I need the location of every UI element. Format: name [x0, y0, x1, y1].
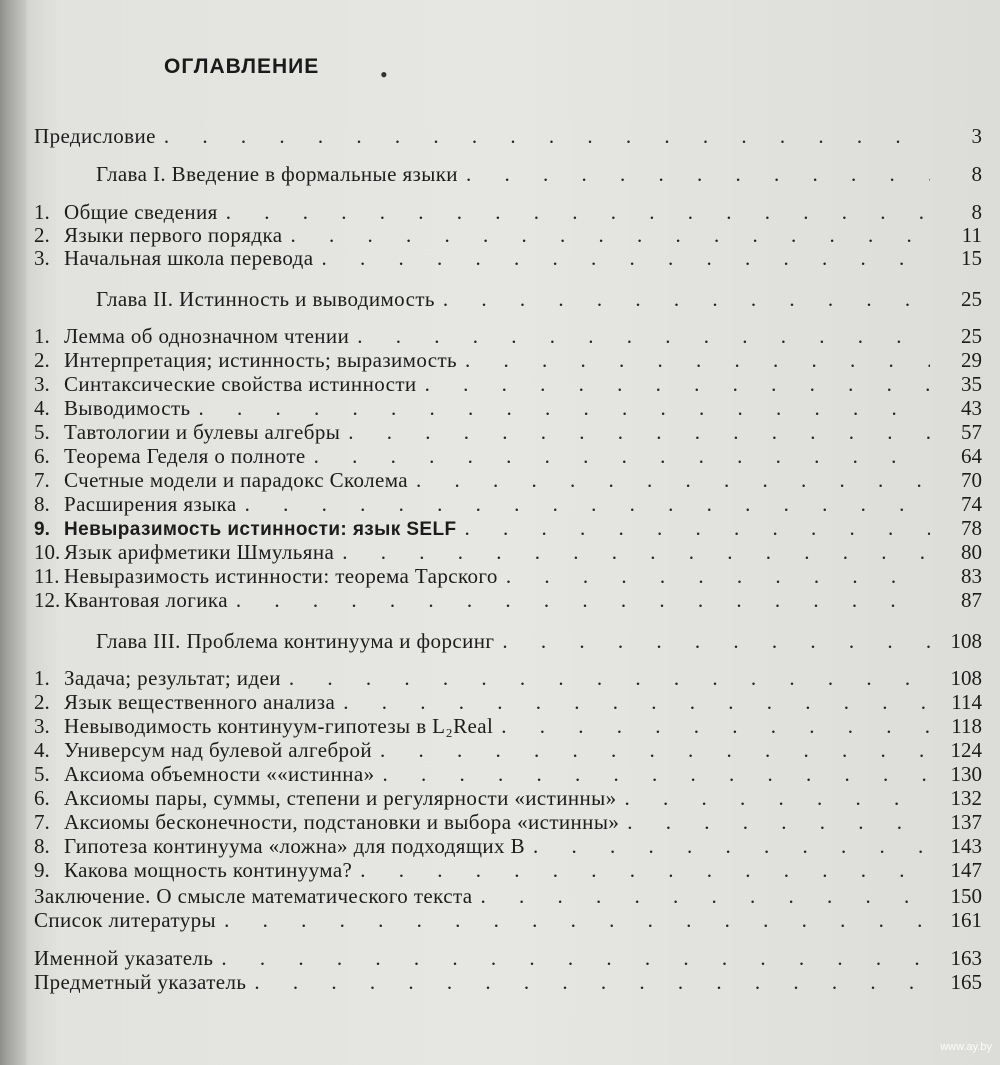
entry-page: 147	[950, 858, 982, 882]
dot-leader	[502, 629, 930, 653]
page-title: ОГЛАВЛЕНИЕ	[164, 55, 320, 78]
toc-entry	[34, 200, 982, 224]
entry-page: 78	[961, 516, 982, 540]
entry-number: 9.	[34, 858, 50, 882]
toc-entry-subject-index	[34, 970, 982, 994]
entry-page: 74	[961, 492, 982, 516]
entry-label: Аксиома объемности ««истинна»	[64, 762, 375, 786]
entry-label: Расширения языка	[64, 492, 237, 516]
entry-number: 10.	[34, 540, 61, 564]
entry-label: Общие сведения	[64, 200, 218, 224]
toc-entry	[34, 786, 982, 810]
dot-leader	[382, 762, 930, 786]
entry-page: 8	[971, 162, 982, 186]
entry-label: Выводимость	[64, 396, 191, 420]
stray-dot: •	[380, 62, 388, 87]
dot-leader	[465, 348, 930, 372]
watermark: www.ay.by	[940, 1041, 992, 1053]
entry-number: 7.	[34, 468, 50, 492]
toc-entry-bibliography	[34, 908, 982, 932]
entry-label: Предисловие	[34, 124, 156, 148]
entry-page: 87	[961, 588, 982, 612]
entry-number: 2.	[34, 690, 50, 714]
toc-entry-preface	[34, 124, 982, 148]
entry-page: 163	[950, 946, 982, 970]
toc-entry	[34, 834, 982, 858]
toc-entry	[34, 246, 982, 270]
entry-label: Универсум над булевой алгеброй	[64, 738, 372, 762]
entry-page: 8	[971, 200, 982, 224]
toc-entry	[34, 223, 982, 247]
toc-entry	[34, 516, 982, 542]
toc-entry	[34, 714, 982, 738]
entry-label: Невыразимость истинности: язык SELF	[64, 519, 457, 540]
dot-leader	[380, 738, 930, 762]
entry-number: 1.	[34, 200, 50, 224]
entry-label: Язык вещественного анализа	[64, 690, 336, 714]
entry-label: Синтаксические свойства истинности	[64, 372, 417, 396]
entry-number: 9.	[34, 519, 50, 540]
toc-entry	[34, 858, 982, 882]
dot-leader	[481, 884, 930, 908]
entry-page: 114	[951, 690, 982, 714]
toc-entry	[34, 762, 982, 786]
toc-entry	[34, 810, 982, 834]
entry-page: 25	[961, 324, 982, 348]
toc-entry	[34, 372, 982, 396]
entry-page: 15	[961, 246, 982, 270]
dot-leader	[342, 540, 930, 564]
entry-label: Невыразимость истинности: теорема Тарского	[64, 564, 498, 588]
entry-label: Предметный указатель	[34, 970, 247, 994]
toc-entry	[34, 468, 982, 492]
entry-label: Заключение. О смысле математического текста	[34, 884, 473, 908]
entry-page: 132	[950, 786, 982, 810]
dot-leader	[164, 124, 930, 148]
entry-label: Теорема Геделя о полноте	[64, 444, 306, 468]
dot-leader	[627, 810, 930, 834]
chapter-label: Глава I. Введение в формальные языки	[96, 162, 458, 186]
toc-chapter-3	[34, 629, 982, 653]
dot-leader	[290, 223, 930, 247]
entry-page: 143	[950, 834, 982, 858]
entry-page: 137	[950, 810, 982, 834]
entry-label: Язык арифметики Шмульяна	[64, 540, 335, 564]
dot-leader	[533, 834, 930, 858]
dot-leader	[625, 786, 930, 810]
entry-label: Языки первого порядка	[64, 223, 283, 247]
toc-entry	[34, 738, 982, 762]
entry-number: 6.	[34, 786, 50, 810]
toc-entry	[34, 690, 982, 714]
dot-leader	[443, 287, 930, 311]
toc-entry	[34, 540, 982, 564]
dot-leader	[343, 690, 930, 714]
entry-label: Список литературы	[34, 908, 217, 932]
dot-leader	[236, 588, 930, 612]
chapter-label: Глава II. Истинность и выводимость	[96, 287, 435, 311]
entry-number: 8.	[34, 492, 50, 516]
toc-entry	[34, 348, 982, 372]
entry-label: Задача; результат; идеи	[64, 666, 281, 690]
entry-label: Счетные модели и парадокс Сколема	[64, 468, 409, 492]
dot-leader	[314, 444, 930, 468]
chapter-label: Глава III. Проблема континуума и форсинг	[96, 629, 495, 653]
toc-entry	[34, 492, 982, 516]
toc-entry	[34, 396, 982, 420]
entry-number: 2.	[34, 223, 50, 247]
entry-label: Лемма об однозначном чтении	[64, 324, 350, 348]
entry-page: 118	[951, 714, 982, 738]
entry-number: 3.	[34, 246, 50, 270]
entry-page: 64	[961, 444, 982, 468]
entry-label: Аксиомы бесконечности, подстановки и выбора «истинны»	[64, 810, 620, 834]
entry-page: 108	[950, 666, 982, 690]
entry-number: 12.	[34, 588, 61, 612]
entry-label: Интерпретация; истинность; выразимость	[64, 348, 458, 372]
entry-page: 11	[961, 223, 982, 247]
dot-leader	[416, 468, 930, 492]
entry-label: Квантовая логика	[64, 588, 228, 612]
toc-chapter-1	[34, 162, 982, 186]
entry-number: 1.	[34, 666, 50, 690]
entry-number: 5.	[34, 762, 50, 786]
dot-leader	[245, 492, 930, 516]
entry-label: Гипотеза континуума «ложна» для подходящих B	[64, 834, 525, 858]
entry-page: 150	[950, 884, 982, 908]
toc-entry	[34, 324, 982, 348]
dot-leader	[221, 946, 930, 970]
entry-page: 43	[961, 396, 982, 420]
dot-leader	[254, 970, 930, 994]
entry-page: 57	[961, 420, 982, 444]
entry-label: Именной указатель	[34, 946, 214, 970]
toc-entry-name-index	[34, 946, 982, 970]
dot-leader	[289, 666, 930, 690]
toc-chapter-2	[34, 287, 982, 311]
entry-number: 5.	[34, 420, 50, 444]
entry-page: 80	[961, 540, 982, 564]
entry-number: 3.	[34, 714, 50, 738]
entry-number: 2.	[34, 348, 50, 372]
entry-label: Начальная школа перевода	[64, 246, 314, 270]
entry-page: 124	[950, 738, 982, 762]
dot-leader	[466, 162, 930, 186]
entry-number: 4.	[34, 396, 50, 420]
entry-number: 1.	[34, 324, 50, 348]
entry-page: 83	[961, 564, 982, 588]
entry-page: 165	[950, 970, 982, 994]
toc-entry	[34, 666, 982, 690]
entry-page: 35	[961, 372, 982, 396]
entry-page: 25	[961, 287, 982, 311]
dot-leader	[321, 246, 930, 270]
entry-page: 108	[950, 629, 982, 653]
toc-entry	[34, 420, 982, 444]
entry-label: Аксиомы пары, суммы, степени и регулярности «истинны»	[64, 786, 617, 810]
dot-leader	[357, 324, 930, 348]
dot-leader	[425, 372, 930, 396]
dot-leader	[348, 420, 930, 444]
toc-entry	[34, 588, 982, 612]
entry-number: 4.	[34, 738, 50, 762]
entry-label: Какова мощность континуума?	[64, 858, 353, 882]
dot-leader	[224, 908, 930, 932]
toc-entry	[34, 444, 982, 468]
entry-number: 8.	[34, 834, 50, 858]
dot-leader	[465, 516, 930, 540]
entry-number: 7.	[34, 810, 50, 834]
entry-number: 3.	[34, 372, 50, 396]
dot-leader	[501, 714, 930, 738]
entry-page: 130	[950, 762, 982, 786]
entry-number: 6.	[34, 444, 50, 468]
entry-page: 161	[950, 908, 982, 932]
entry-page: 70	[961, 468, 982, 492]
entry-page: 29	[961, 348, 982, 372]
entry-label: Тавтологии и булевы алгебры	[64, 420, 341, 444]
dot-leader	[360, 858, 930, 882]
entry-label: Невыводимость континуум-гипотезы в L₂Real	[64, 714, 494, 738]
toc-entry	[34, 564, 982, 588]
dot-leader	[506, 564, 930, 588]
entry-number: 11.	[34, 564, 60, 588]
book-spine-shadow	[0, 0, 26, 1065]
toc-entry-conclusion	[34, 884, 982, 908]
entry-page: 3	[971, 124, 982, 148]
dot-leader	[226, 200, 930, 224]
dot-leader	[199, 396, 931, 420]
